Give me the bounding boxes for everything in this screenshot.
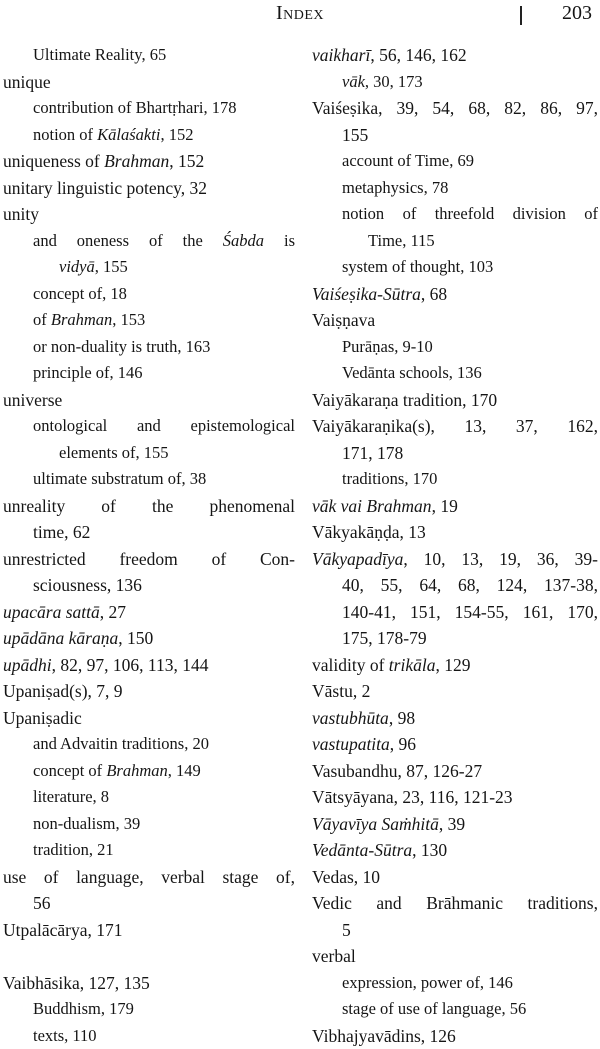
index-entry: universe xyxy=(3,387,295,414)
index-entry: upacāra sattā, 27 xyxy=(3,599,295,626)
index-entry: Vedas, 10 xyxy=(312,864,598,891)
index-entry: use of language, verbal stage of, xyxy=(3,864,295,891)
running-head: Index xyxy=(0,2,600,25)
index-subentry: system of thought, 103 xyxy=(312,254,598,281)
index-entry: vastubhūta, 98 xyxy=(312,705,598,732)
index-subentry: texts, 110 xyxy=(3,1023,295,1049)
index-subentry: contribution of Bhartṛhari, 178 xyxy=(3,95,295,122)
index-entry: Vedic and Brāhmanic traditions, xyxy=(312,890,598,917)
index-entry: Vasubandhu, 87, 126-27 xyxy=(312,758,598,785)
index-entry-continuation: time, 62 xyxy=(3,519,295,546)
index-subentry: tradition, 21 xyxy=(3,837,295,864)
index-subentry: Ultimate Reality, 65 xyxy=(3,42,295,69)
index-entry: Utpalācārya, 171 xyxy=(3,917,295,944)
index-subentry: and oneness of the Śabda is xyxy=(3,228,295,255)
index-entry: uniqueness of Brahman, 152 xyxy=(3,148,295,175)
index-entry-continuation: 175, 178-79 xyxy=(312,625,598,652)
index-entry: unity xyxy=(3,201,295,228)
index-subentry: ontological and epistemological xyxy=(3,413,295,440)
index-entry: Vaiyākaraṇika(s), 13, 37, 162, xyxy=(312,413,598,440)
index-entry: unreality of the phenomenal xyxy=(3,493,295,520)
index-subentry: stage of use of language, 56 xyxy=(312,996,598,1023)
index-entry: unrestricted freedom of Con- xyxy=(3,546,295,573)
index-subentry: vāk, 30, 173 xyxy=(312,69,598,96)
index-subentry: concept of, 18 xyxy=(3,281,295,308)
index-entry: vastupatita, 96 xyxy=(312,731,598,758)
index-subentry: non-dualism, 39 xyxy=(3,811,295,838)
index-subentry: of Brahman, 153 xyxy=(3,307,295,334)
index-entry: Vākyapadīya, 10, 13, 19, 36, 39- xyxy=(312,546,598,573)
index-entry: Upaniṣad(s), 7, 9 xyxy=(3,678,295,705)
index-entry: Vaiyākaraṇa tradition, 170 xyxy=(312,387,598,414)
index-entry: unique xyxy=(3,69,295,96)
index-column-left xyxy=(3,42,295,1049)
index-entry: upādhi, 82, 97, 106, 113, 144 xyxy=(3,652,295,679)
index-entry: Vaiśeṣika, 39, 54, 68, 82, 86, 97, xyxy=(312,95,598,122)
index-subentry: notion of threefold division of xyxy=(312,201,598,228)
page-header xyxy=(0,0,600,30)
index-subentry: traditions, 170 xyxy=(312,466,598,493)
index-entry: Vaibhāsika, 127, 135 xyxy=(3,970,295,997)
index-entry-continuation: 171, 178 xyxy=(312,440,598,467)
index-column-right xyxy=(312,42,598,1049)
index-subentry: account of Time, 69 xyxy=(312,148,598,175)
index-subentry: notion of Kālaśakti, 152 xyxy=(3,122,295,149)
index-entry-continuation: 56 xyxy=(3,890,295,917)
index-subentry: concept of Brahman, 149 xyxy=(3,758,295,785)
index-subentry: metaphysics, 78 xyxy=(312,175,598,202)
index-entry: upādāna kāraṇa, 150 xyxy=(3,625,295,652)
index-subentry: principle of, 146 xyxy=(3,360,295,387)
index-entry: Vātsyāyana, 23, 116, 121-23 xyxy=(312,784,598,811)
index-entry: Vāstu, 2 xyxy=(312,678,598,705)
index-subentry: or non-duality is truth, 163 xyxy=(3,334,295,361)
index-entry-continuation: Time, 115 xyxy=(312,228,598,255)
index-subentry: and Advaitin traditions, 20 xyxy=(3,731,295,758)
index-entry: Vākyakāṇḍa, 13 xyxy=(312,519,598,546)
index-subentry: expression, power of, 146 xyxy=(312,970,598,997)
index-entry-continuation: 140-41, 151, 154-55, 161, 170, xyxy=(312,599,598,626)
index-entry: unitary linguistic potency, 32 xyxy=(3,175,295,202)
index-entry: validity of trikāla, 129 xyxy=(312,652,598,679)
index-group-gap xyxy=(3,943,295,970)
index-entry: vāk vai Brahman, 19 xyxy=(312,493,598,520)
index-entry-continuation: sciousness, 136 xyxy=(3,572,295,599)
index-entry: Upaniṣadic xyxy=(3,705,295,732)
index-entry: Vaiṣṇava xyxy=(312,307,598,334)
page-number: 203 xyxy=(562,2,592,25)
header-rule xyxy=(520,6,522,25)
index-entry: Vāyavīya Saṁhitā, 39 xyxy=(312,811,598,838)
index-entry: Vaiśeṣika-Sūtra, 68 xyxy=(312,281,598,308)
index-subentry: Buddhism, 179 xyxy=(3,996,295,1023)
index-entry: verbal xyxy=(312,943,598,970)
index-subentry: ultimate substratum of, 38 xyxy=(3,466,295,493)
index-entry-continuation: 5 xyxy=(312,917,598,944)
index-subentry: Vedānta schools, 136 xyxy=(312,360,598,387)
index-entry: Vedānta-Sūtra, 130 xyxy=(312,837,598,864)
index-entry: Vibhajyavādins, 126 xyxy=(312,1023,598,1049)
index-subentry: literature, 8 xyxy=(3,784,295,811)
index-entry-continuation: 40, 55, 64, 68, 124, 137-38, xyxy=(312,572,598,599)
index-subentry: Purāṇas, 9-10 xyxy=(312,334,598,361)
index-entry: vaikharī, 56, 146, 162 xyxy=(312,42,598,69)
index-entry-continuation: 155 xyxy=(312,122,598,149)
index-entry-continuation: elements of, 155 xyxy=(3,440,295,467)
index-entry-continuation: vidyā, 155 xyxy=(3,254,295,281)
